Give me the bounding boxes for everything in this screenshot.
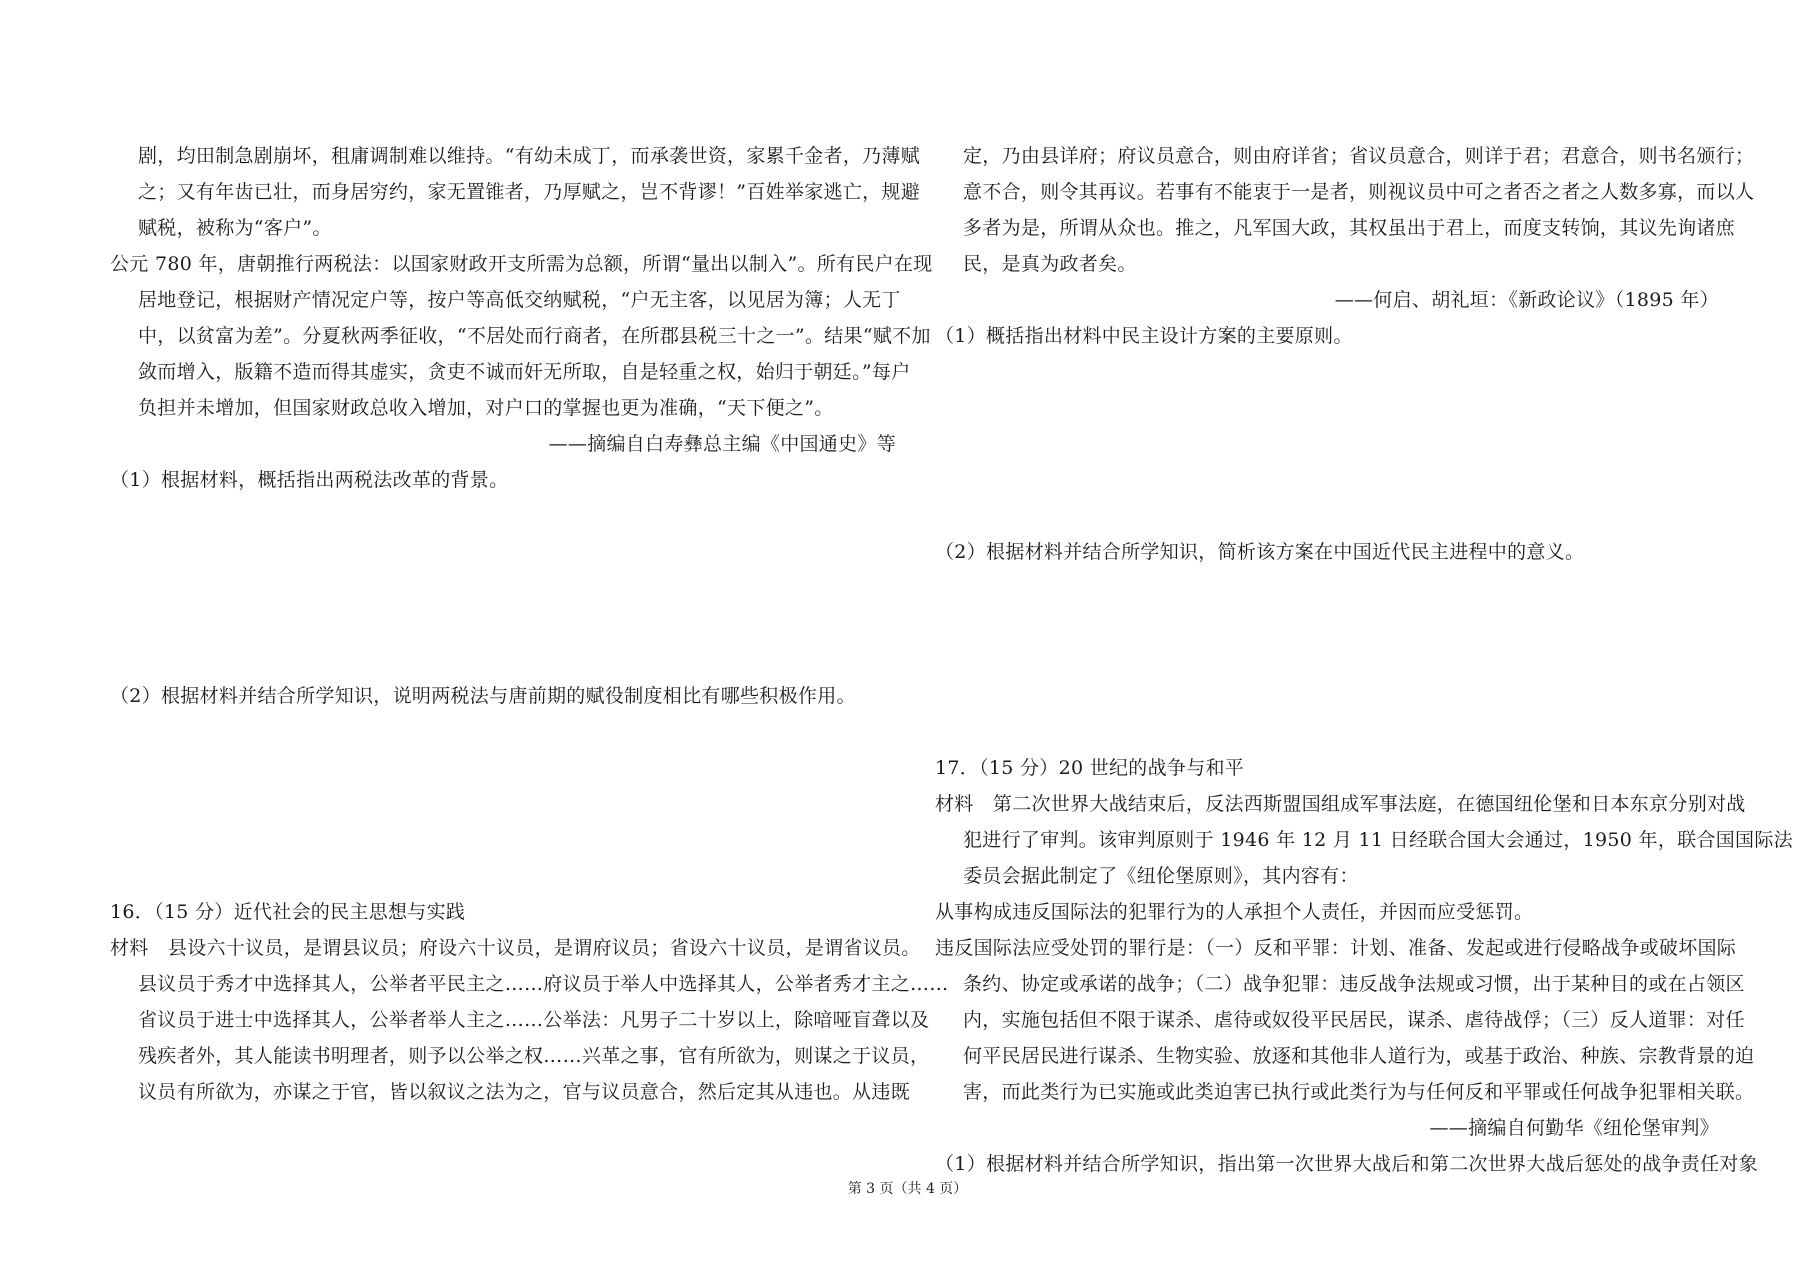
text-line: 公元 780 年，唐朝推行两税法：以国家财政开支所需为总额，所谓“量出以制入”。所有民户在现: [110, 253, 933, 275]
page-number: 第 3 页（共 4 页）: [847, 1181, 968, 1197]
text-line: 残疾者外，其人能读书明理者，则予以公举之权……兴革之事，官有所欲为，则谋之于议员，: [138, 1045, 930, 1067]
answer-space: [110, 714, 902, 894]
text-line: 委员会据此制定了《纽伦堡原则》，其内容有：: [963, 865, 1359, 887]
text-line: 省议员于进士中选择其人，公举者举人主之……公举法：凡男子二十岁以上，除喑哑盲聋以及: [138, 1009, 930, 1031]
question-16-1: （1）概括指出材料中民主设计方案的主要原则。: [935, 325, 1353, 347]
text-line: 中，以贫富为差”。分夏秋两季征收，“不居处而行商者，在所郡县税三十之一”。结果“赋不加: [138, 325, 931, 347]
nuremberg-principle-2: [935, 930, 1755, 1110]
text-line: 违反国际法应受处罚的罪行是：（一）反和平罪：计划、准备、发起或进行侵略战争或破坏国际: [935, 937, 1737, 959]
question-15-1: （1）根据材料，概括指出两税法改革的背景。: [110, 469, 509, 491]
text-line: 敛而增入，版籍不造而得其虚实，贪吏不诚而奸无所取，自是轻重之权，始归于朝廷。”每户: [138, 361, 911, 383]
text-line: 犯进行了审判。该审判原则于 1946 年 12 月 11 日经联合国大会通过，1950 年，联合国国际法: [963, 829, 1793, 851]
question-16-2: （2）根据材料并结合所学知识，简析该方案在中国近代民主进程中的意义。: [935, 541, 1585, 563]
text-line: 居地登记，根据财产情况定户等，按户等高低交纳赋税，“户无主客，以见居为簿；人无丁: [138, 289, 901, 311]
source-citation: ——摘编自何勤华《纽伦堡审判》: [1429, 1117, 1719, 1139]
text-line: 之；又有年齿已壮，而身居穷约，家无置锥者，乃厚赋之，岂不背谬！”百姓举家逃亡，规避: [138, 181, 921, 203]
text-line: 县议员于秀才中选择其人，公举者平民主之……府议员于举人中选择其人，公举者秀才主之……: [138, 973, 949, 995]
text-line: 材料 第二次世界大战结束后，反法西斯盟国组成军事法庭，在德国纽伦堡和日本东京分别对战: [935, 793, 1746, 815]
text-line: 负担并未增加，但国家财政总收入增加，对户口的掌握也更为准确，“天下便之”。: [138, 397, 834, 419]
answer-space: [110, 498, 902, 678]
text-line: 材料 县设六十议员，是谓县议员；府设六十议员，是谓府议员；省设六十议员，是谓省议员。: [110, 937, 921, 959]
left-column: [110, 138, 949, 1110]
question-16-heading: 16．（15 分）近代社会的民主思想与实践: [110, 901, 466, 923]
question-16-material: [110, 930, 949, 1110]
text-line: 民，是真为政者矣。: [963, 253, 1137, 275]
question-16-material-continued: [935, 138, 1755, 282]
text-line: 内，实施包括但不限于谋杀、虐待或奴役平民居民，谋杀、虐待战俘；（三）反人道罪：对任: [963, 1009, 1745, 1031]
tax-background-paragraph: [110, 138, 921, 246]
text-line: 议员有所欲为，亦谋之于官，皆以叙议之法为之，官与议员意合，然后定其从违也。从违既: [138, 1081, 911, 1103]
text-line: 多者为是，所谓从众也。推之，凡军国大政，其权虽出于君上，而度支转饷，其议先询诸庶: [963, 217, 1736, 239]
source-citation: ——摘编自白寿彝总主编《中国通史》等: [548, 433, 896, 455]
right-column: [935, 138, 1793, 1182]
text-line: 害，而此类行为已实施或此类迫害已执行或此类行为与任何反和平罪或任何战争犯罪相关联。: [963, 1081, 1755, 1103]
two-tax-law-paragraph: [110, 246, 933, 426]
answer-space: [935, 570, 1725, 750]
question-17-material: [935, 786, 1793, 894]
question-15-2: （2）根据材料并结合所学知识，说明两税法与唐前期的赋役制度相比有哪些积极作用。: [110, 685, 856, 707]
question-17-1: （1）根据材料并结合所学知识，指出第一次世界大战后和第二次世界大战后惩处的战争责任对象: [935, 1153, 1758, 1175]
text-line: 何平民居民进行谋杀、生物实验、放逐和其他非人道行为，或基于政治、种族、宗教背景的迫: [963, 1045, 1755, 1067]
text-line: 剧，均田制急剧崩坏，租庸调制难以维持。“有幼未成丁，而承袭世资，家累千金者，乃薄赋: [138, 145, 921, 167]
text-line: 从事构成违反国际法的犯罪行为的人承担个人责任，并因而应受惩罚。: [935, 901, 1534, 923]
nuremberg-principle-1: [935, 894, 1725, 930]
text-line: 条约、协定或承诺的战争；（二）战争犯罪：违反战争法规或习惯，出于某种目的或在占领区: [963, 973, 1745, 995]
answer-space: [935, 354, 1725, 534]
question-17-heading: 17．（15 分）20 世纪的战争与和平: [935, 757, 1245, 779]
text-line: 赋税，被称为“客户”。: [138, 217, 332, 239]
source-citation: ——何启、胡礼垣：《新政论议》（1895 年）: [1334, 289, 1719, 311]
text-line: 定，乃由县详府；府议员意合，则由府详省；省议员意合，则详于君；君意合，则书名颁行；: [963, 145, 1755, 167]
text-line: 意不合，则令其再议。若事有不能衷于一是者，则视议员中可之者否之者之人数多寡，而以人: [963, 181, 1755, 203]
